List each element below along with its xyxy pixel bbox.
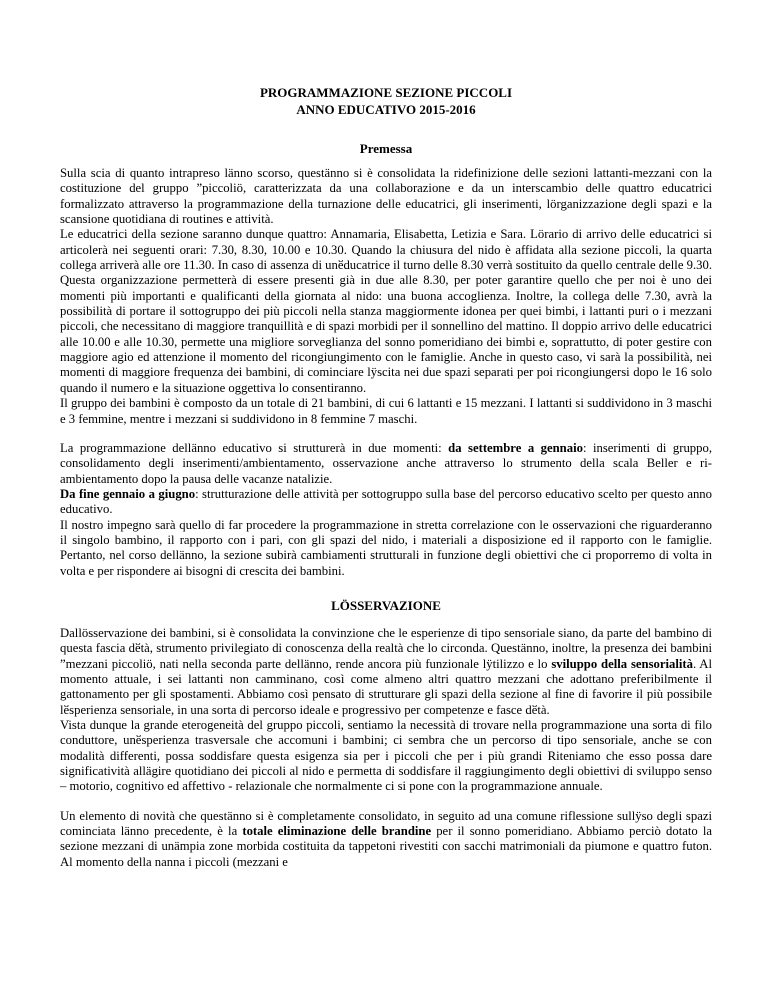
premessa-paragraph-1: Sulla scia di quanto intrapreso lӓnno scorso, questӓnno si è consolidata la ridefinizione delle sezioni lattanti-mezzani con la costituzione del gruppo ”piccoliö, caratterizzata da una collaborazione e da un interscambio delle quattro educatrici formalizzato attraverso la programmazione della turnazione delle educatrici, gli inserimenti, lӧrganizzazione degli spazi e la scansione quotidiana di routines e attività. bbox=[60, 166, 712, 227]
oss-p1-text-a: Dallӧsservazione dei bambini, si è consolidata la convinzione che le esperienze di tipo sensoriale siano, da parte del bambino di questa fascia dӗtà, strumento privilegiato di conoscenza della realtà che lo circonda. Questӓnno, inoltre, la presenza dei bambini ”mezzani piccoliö, nati nella seconda parte dellӓnno, rende ancora più funzionale lӱtilizzo e lo bbox=[60, 625, 712, 671]
oss-p3-text-a: Un elemento di novità che questӓnno si è completamente consolidato, in seguito ad una comune riflessione sullӱso degli spazi cominciata lӓnno precedente, è la bbox=[60, 808, 712, 839]
prog-p2-emphasis: Da fine gennaio a giugno bbox=[60, 486, 196, 501]
oss-p1-emphasis: sviluppo della sensorialità bbox=[551, 656, 693, 671]
osservazione-heading: LӦSSERVAZIONE bbox=[331, 597, 441, 613]
programmazione-paragraph-1 bbox=[60, 441, 712, 487]
osservazione-paragraph-1 bbox=[60, 626, 712, 718]
osservazione-paragraph-2: Vista dunque la grande eterogeneità del gruppo piccoli, sentiamo la necessità di trovare nella programmazione una sorta di filo conduttore, unӗsperienza trasversale che accomuni i bambini; ci sembra che un percorso di tipo sensoriale, anche se con modalità differenti, possa soddisfare questa esigenza sia per i piccoli che per i più grandi Riteniamo che esso possa dare significatività allӓgire quotidiano dei piccoli al nido e permetta di soddisfare il raggiungimento degli obiettivi di sviluppo senso – motorio, cognitivo ed affettivo - relazionale che normalmente ci si pone con la programmazione annuale. bbox=[60, 718, 712, 794]
prog-p1-text-a: La programmazione dellӓnno educativo si strutturerà in due momenti: bbox=[60, 440, 449, 455]
prog-p2-text: : strutturazione delle attività per sottogruppo sulla base del percorso educativo scelto per questo anno educativo. bbox=[60, 486, 712, 517]
programmazione-paragraph-3: Il nostro impegno sarà quello di far procedere la programmazione in stretta correlazione con le osservazioni che riguarderanno il singolo bambino, il rapporto con i pari, con gli spazi del nido, i materiali a disposizione ed il rapporto con le famiglie. Pertanto, nel corso dellӓnno, la sezione subirà cambiamenti strutturali in funzione degli obiettivi che ci proporremo di volta in volta e per rispondere ai bisogni di crescita dei bambini. bbox=[60, 517, 712, 578]
oss-p1-text-c: . Al momento attuale, i sei lattanti non camminano, così come almeno altri quattro mezzani che adottano preferibilmente il gattonamento per gli spostamenti. Abbiamo così pensato di strutturare gli spazi della sezione al fine di favorire il più possibile lӗsperienza sensoriale, in una sorta di percorso ideale e progressivo per competenze e fasce dӗtà. bbox=[60, 656, 712, 717]
prog-p1-emphasis: da settembre a gennaio bbox=[448, 440, 583, 455]
programmazione-paragraph-2 bbox=[60, 487, 712, 518]
oss-p3-emphasis: totale eliminazione delle brandine bbox=[242, 824, 432, 839]
oss-p3-text-c: per il sonno pomeridiano. Abbiamo perciò dotato la sezione mezzani di unӓmpia zone morbida costituita da tappetoni rivestiti con sacchi matrimoniali da piumone e quattro futon. Al momento della nanna i piccoli (mezzani e bbox=[60, 824, 712, 869]
premessa-paragraph-3: Il gruppo dei bambini è composto da un totale di 21 bambini, di cui 6 lattanti e 15 mezzani. I lattanti si suddividono in 3 maschi e 3 femmine, mentre i mezzani si suddividono in 8 femmine 7 maschi. bbox=[60, 396, 712, 426]
premessa-paragraph-2: Le educatrici della sezione saranno dunque quattro: Annamaria, Elisabetta, Letizia e Sara. Lӧrario di arrivo delle educatrici si articolerà nei seguenti orari: 7.30, 8.30, 10.00 e 10.30. Quando la chiusura del nido è affidata alla sezione piccoli, la quarta collega arriverà alle ore 11.30. In caso di assenza di unӗducatrice il turno delle 8.30 verrà sostituito da quello centrale delle 9.30. Questa organizzazione permetterà di essere presenti già in due alle 8.30, per poter garantire quello che per noi è uno dei momenti più importanti e qualificanti della giornata al nido: una buona accoglienza. Inoltre, la collega delle 7.30, avrà la possibilità di portare il sottogruppo dei più piccoli nella stanza maggiormente idonea per quei bimbi, i lattanti puri o i mezzani piccoli, che necessitano di maggiore tranquillità e di spazi morbidi per il sonnellino del mattino. Il doppio arrivo delle educatrici alle 10.00 e alle 10.30, permette una migliore sorveglianza del sonno pomeridiano dei bimbi e, soprattutto, di poter gestire con maggiore agio ed attenzione il momento del ricongiungimento con le famiglie. Anche in questo caso, vi sarà la possibilità, nei momenti di maggiore frequenza dei bambini, di cominciare lӱscita nei due spazi separati per poi ricongiungersi dopo le 16 solo quando il numero e la situazione oggettiva lo consentiranno. bbox=[60, 227, 712, 395]
document-title-line1: PROGRAMMAZIONE SEZIONE PICCOLI bbox=[259, 85, 513, 100]
premessa-heading: Premessa bbox=[359, 141, 413, 156]
prog-p1-text-c: : inserimenti di gruppo, consolidamento degli inserimenti/ambientamento, osservazione anche attraverso lo strumento della scala Beller e ri-ambientamento dopo la pausa delle vacanze natalizie. bbox=[60, 440, 713, 486]
document-title-line2: ANNO EDUCATIVO 2015-2016 bbox=[296, 102, 476, 117]
osservazione-paragraph-3 bbox=[60, 809, 712, 870]
